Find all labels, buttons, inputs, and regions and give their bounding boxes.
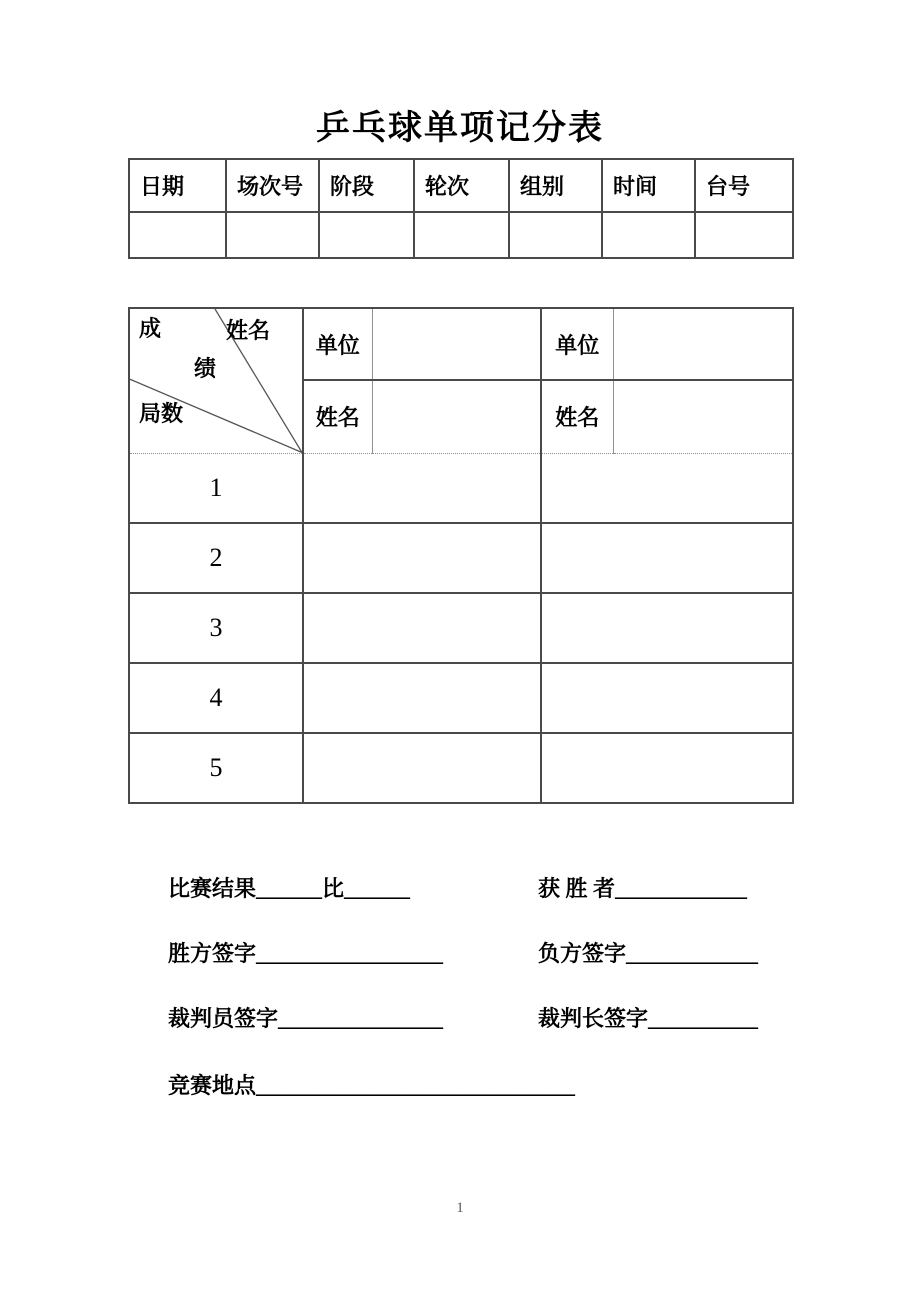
info-value-date[interactable] (129, 212, 226, 258)
game-row (129, 593, 793, 663)
game-row (129, 733, 793, 803)
game-number-cell: 2 (129, 523, 303, 593)
game-score-b-cell[interactable] (541, 663, 793, 733)
info-header-round: 轮次 (414, 159, 509, 212)
referee-signature-line: 裁判员签字_______________ (168, 1006, 444, 1031)
name-label-a: 姓名 (303, 380, 372, 453)
game-row (129, 453, 793, 523)
diagonal-header-cell (129, 308, 303, 453)
game-number-cell: 4 (129, 663, 303, 733)
game-score-a-cell[interactable] (303, 523, 541, 593)
info-header-time: 时间 (602, 159, 695, 212)
score-axis-label-top: 成 (139, 316, 162, 341)
info-value-match-no[interactable] (226, 212, 319, 258)
game-score-a-cell[interactable] (303, 663, 541, 733)
unit-value-b[interactable] (613, 308, 793, 380)
info-value-round[interactable] (414, 212, 509, 258)
info-value-table-no[interactable] (695, 212, 793, 258)
info-header-stage: 阶段 (319, 159, 414, 212)
game-score-a-cell[interactable] (303, 453, 541, 523)
name-axis-label: 姓名 (226, 318, 271, 343)
game-score-b-cell[interactable] (541, 593, 793, 663)
game-number-cell: 3 (129, 593, 303, 663)
page-title: 乒乓球单项记分表 (316, 110, 604, 147)
game-score-b-cell[interactable] (541, 453, 793, 523)
loser-signature-line: 负方签字____________ (538, 941, 759, 966)
game-score-a-cell[interactable] (303, 593, 541, 663)
winner-signature-line: 胜方签字_________________ (168, 941, 444, 966)
venue-line: 竞赛地点_____________________________ (168, 1073, 576, 1098)
info-value-time[interactable] (602, 212, 695, 258)
score-table (128, 307, 794, 804)
game-score-b-cell[interactable] (541, 733, 793, 803)
unit-label-b: 单位 (541, 308, 613, 380)
unit-value-a[interactable] (372, 308, 541, 380)
score-axis-label-bottom: 绩 (194, 356, 217, 381)
info-header-table-no: 台号 (695, 159, 793, 212)
game-row (129, 523, 793, 593)
info-header-date: 日期 (129, 159, 226, 212)
result-line: 比赛结果______比______ (168, 876, 411, 901)
chief-referee-signature-line: 裁判长签字__________ (538, 1006, 759, 1031)
info-value-group[interactable] (509, 212, 602, 258)
game-number-cell: 5 (129, 733, 303, 803)
info-header-group: 组别 (509, 159, 602, 212)
name-value-a[interactable] (372, 380, 541, 453)
page-number: 1 (456, 1200, 464, 1216)
winner-line: 获 胜 者____________ (538, 876, 748, 901)
game-number-cell: 1 (129, 453, 303, 523)
match-info-table (128, 158, 794, 259)
name-value-b[interactable] (613, 380, 793, 453)
unit-label-a: 单位 (303, 308, 372, 380)
game-row (129, 663, 793, 733)
game-score-a-cell[interactable] (303, 733, 541, 803)
name-label-b: 姓名 (541, 380, 613, 453)
info-value-stage[interactable] (319, 212, 414, 258)
info-header-match-no: 场次号 (226, 159, 319, 212)
game-score-b-cell[interactable] (541, 523, 793, 593)
games-axis-label: 局数 (139, 401, 184, 426)
